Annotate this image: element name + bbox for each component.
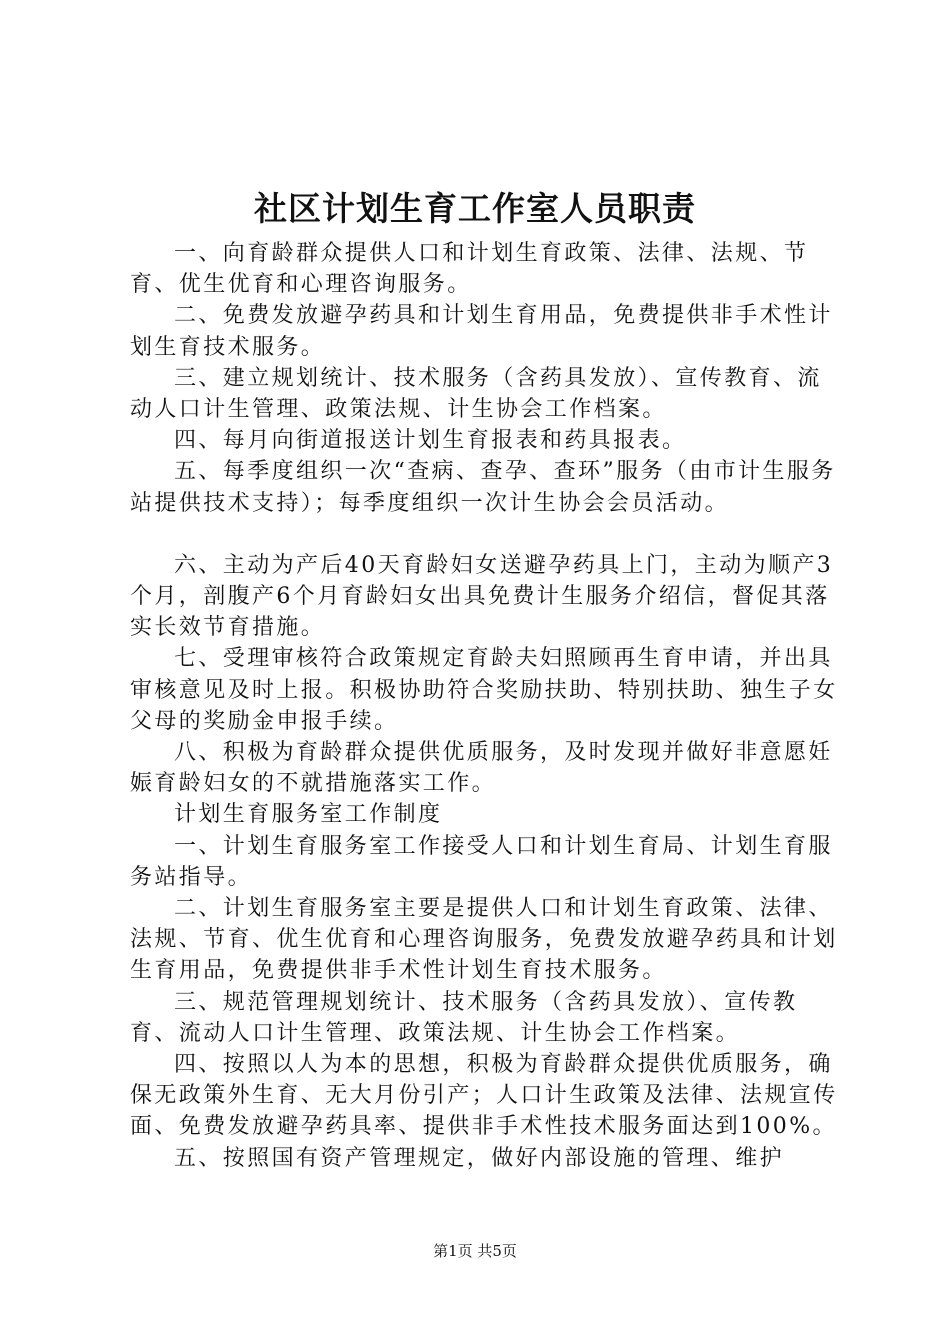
duty-paragraph-7: 七、受理审核符合政策规定育龄夫妇照顾再生育申请，并出具审核意见及时上报。积极协助符合奖励扶助、特别扶助、独生子女父母的奖励金申报手续。 <box>130 646 838 734</box>
duty-paragraph-2: 二、免费发放避孕药具和计划生育用品，免费提供非手术性计划生育技术服务。 <box>130 303 833 360</box>
rule-paragraph-2: 二、计划生育服务室主要是提供人口和计划生育政策、法律、法规、节育、优生优育和心理咨询服务，免费发放避孕药具和计划生育用品，免费提供非手术性计划生育技术服务。 <box>130 896 838 984</box>
paragraph-spacer <box>130 519 842 550</box>
duty-paragraph-4: 四、每月向街道报送计划生育报表和药具报表。 <box>174 428 687 454</box>
rule-paragraph-4: 四、按照以人为本的思想，积极为育龄群众提供优质服务，确保无政策外生育、无大月份引产；人口计生政策及法律、法规宣传面、免费发放避孕药具率、提供非手术性技术服务面达到100%。 <box>130 1052 838 1140</box>
rule-paragraph-5: 五、按照国有资产管理规定，做好内部设施的管理、维护 <box>174 1145 785 1171</box>
duty-paragraph-3: 三、建立规划统计、技术服务（含药具发放）、宣传教育、流动人口计生管理、政策法规、计生协会工作档案。 <box>130 365 822 423</box>
document-body <box>130 238 842 1174</box>
duty-paragraph-5: 五、每季度组织一次“查病、查孕、查环”服务（由市计生服务站提供技术支持）；每季度组织一次计生协会会员活动。 <box>130 459 836 516</box>
duty-paragraph-1: 一、向育龄群众提供人口和计划生育政策、法律、法规、节育、优生优育和心理咨询服务。 <box>130 241 809 298</box>
page-number-footer: 第1页 共5页 <box>433 1242 517 1260</box>
duty-paragraph-6: 六、主动为产后40天育龄妇女送避孕药具上门，主动为顺产3个月，剖腹产6个月育龄妇女出具免费计生服务介绍信，督促其落实长效节育措施。 <box>130 552 834 641</box>
rule-paragraph-3: 三、规范管理规划统计、技术服务（含药具发放）、宣传教育、流动人口计生管理、政策法规、计生协会工作档案。 <box>130 989 798 1046</box>
document-title: 社区计划生育工作室人员职责 <box>254 189 696 228</box>
rule-paragraph-1: 一、计划生育服务室工作接受人口和计划生育局、计划生育服务站指导。 <box>130 833 833 890</box>
duty-paragraph-8: 八、积极为育龄群众提供优质服务，及时发现并做好非意愿妊娠育龄妇女的不就措施落实工作。 <box>130 740 833 797</box>
section2-title: 计划生育服务室工作制度 <box>174 802 443 828</box>
